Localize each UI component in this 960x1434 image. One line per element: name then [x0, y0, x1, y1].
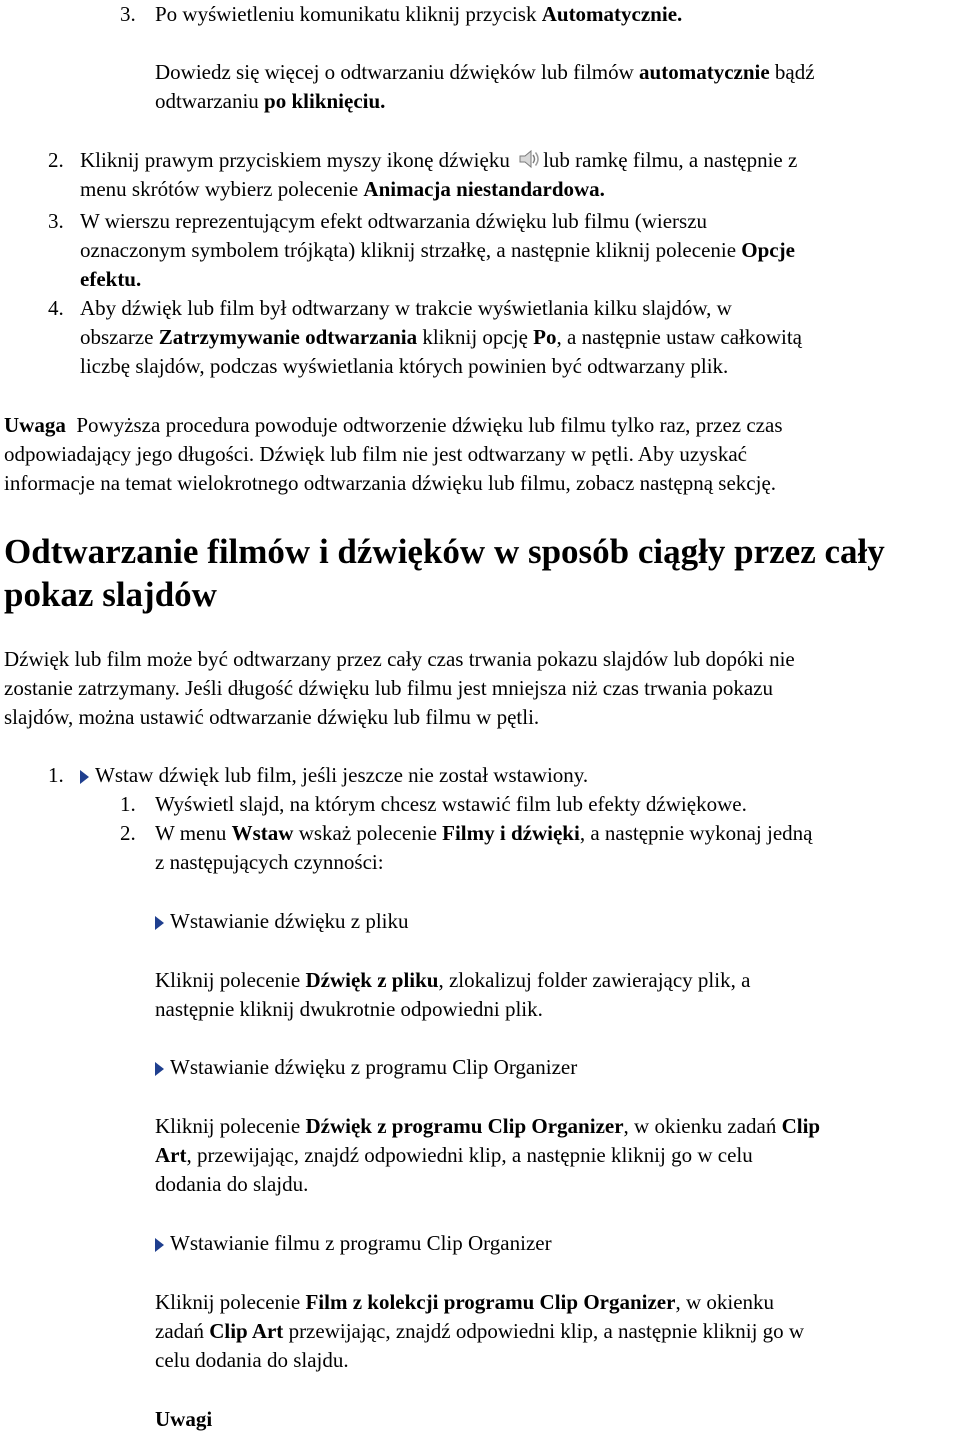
expandable-option[interactable]: Wstawianie dźwięku z pliku: [155, 907, 409, 936]
list-number: 1.: [120, 792, 136, 816]
expand-arrow-icon[interactable]: [155, 916, 164, 930]
option-description: Kliknij polecenie Film z kolekcji programu Clip Organizer, w okienku zadań Clip Art przewijając, znajdź odpowiedni klip, a następnie kliknij go w celu dodania do slajdu.: [155, 1290, 805, 1372]
expandable-item[interactable]: Wstaw dźwięk lub film, jeśli jeszcze nie został wstawiony.: [80, 761, 588, 790]
list-number: 2.: [120, 821, 136, 845]
option-description: Kliknij polecenie Dźwięk z pliku, zlokalizuj folder zawierający plik, a następnie kliknij dwukrotnie odpowiedni plik.: [155, 968, 751, 1021]
step-text: W menu Wstaw wskaż polecenie Filmy i dźwięki, a następnie wykonaj jedną z następujących czynności:: [155, 821, 813, 874]
note-paragraph: Uwaga Powyższa procedura powoduje odtworzenie dźwięku lub filmu tylko raz, przez czas odpowiadający jego długości. Dźwięk lub film nie jest odtwarzany w pętli. Aby uzyskać informacje na temat wielokrotnego odtwarzania dźwięku lub filmu, zobacz następną sekcję.: [4, 413, 783, 495]
section-heading: Odtwarzanie filmów i dźwięków w sposób ciągły przez cały pokaz slajdów: [4, 532, 885, 614]
step-text: Po wyświetleniu komunikatu kliknij przycisk Automatycznie.: [155, 2, 683, 26]
expandable-option[interactable]: Wstawianie filmu z programu Clip Organizer: [155, 1229, 552, 1258]
step-text: Kliknij prawym przyciskiem myszy ikonę dźwięku lub ramkę filmu, a następnie z menu skrótów wybierz polecenie Animacja niestandardowa.: [80, 148, 798, 201]
notes-label: Uwagi: [155, 1407, 213, 1431]
step-text: Aby dźwięk lub film był odtwarzany w trakcie wyświetlania kilku slajdów, w obszarze Zatrzymywanie odtwarzania kliknij opcję Po, a następnie ustaw całkowitą liczbę slajdów, podczas wyświetlania których powinien być odtwarzany plik.: [80, 296, 802, 378]
intro-paragraph: Dźwięk lub film może być odtwarzany przez cały czas trwania pokazu slajdów lub dopóki nie zostanie zatrzymany. Jeśli długość dźwięku lub filmu jest mniejsza niż czas trwania pokazu slajdów, można ustawić odtwarzanie dźwięku lub filmu w pętli.: [4, 647, 795, 729]
list-number: 2.: [48, 148, 64, 172]
list-number: 3.: [120, 2, 136, 26]
on-click-link[interactable]: po kliknięciu.: [264, 89, 386, 113]
expandable-option[interactable]: Wstawianie dźwięku z programu Clip Organizer: [155, 1053, 577, 1082]
step-text: Wyświetl slajd, na którym chcesz wstawić film lub efekty dźwiękowe.: [155, 792, 747, 816]
list-number: 1.: [48, 763, 64, 787]
auto-link[interactable]: automatycznie: [639, 60, 770, 84]
step-text: W wierszu reprezentującym efekt odtwarzania dźwięku lub filmu (wierszu oznaczonym symbolem trójkąta) kliknij strzałkę, a następnie kliknij polecenie Opcje efektu.: [80, 209, 795, 291]
speaker-icon: [517, 147, 541, 171]
option-description: Kliknij polecenie Dźwięk z programu Clip Organizer, w okienku zadań Clip Art, przewijając, znajdź odpowiedni klip, a następnie kliknij go w celu dodania do slajdu.: [155, 1114, 821, 1196]
expand-arrow-icon[interactable]: [155, 1238, 164, 1252]
learn-more-text: Dowiedz się więcej o odtwarzaniu dźwięków lub filmów automatycznie bądź odtwarzaniu po kliknięciu.: [155, 60, 815, 113]
expand-arrow-icon[interactable]: [155, 1062, 164, 1076]
list-number: 4.: [48, 296, 64, 320]
list-number: 3.: [48, 209, 64, 233]
expand-arrow-icon[interactable]: [80, 770, 89, 784]
